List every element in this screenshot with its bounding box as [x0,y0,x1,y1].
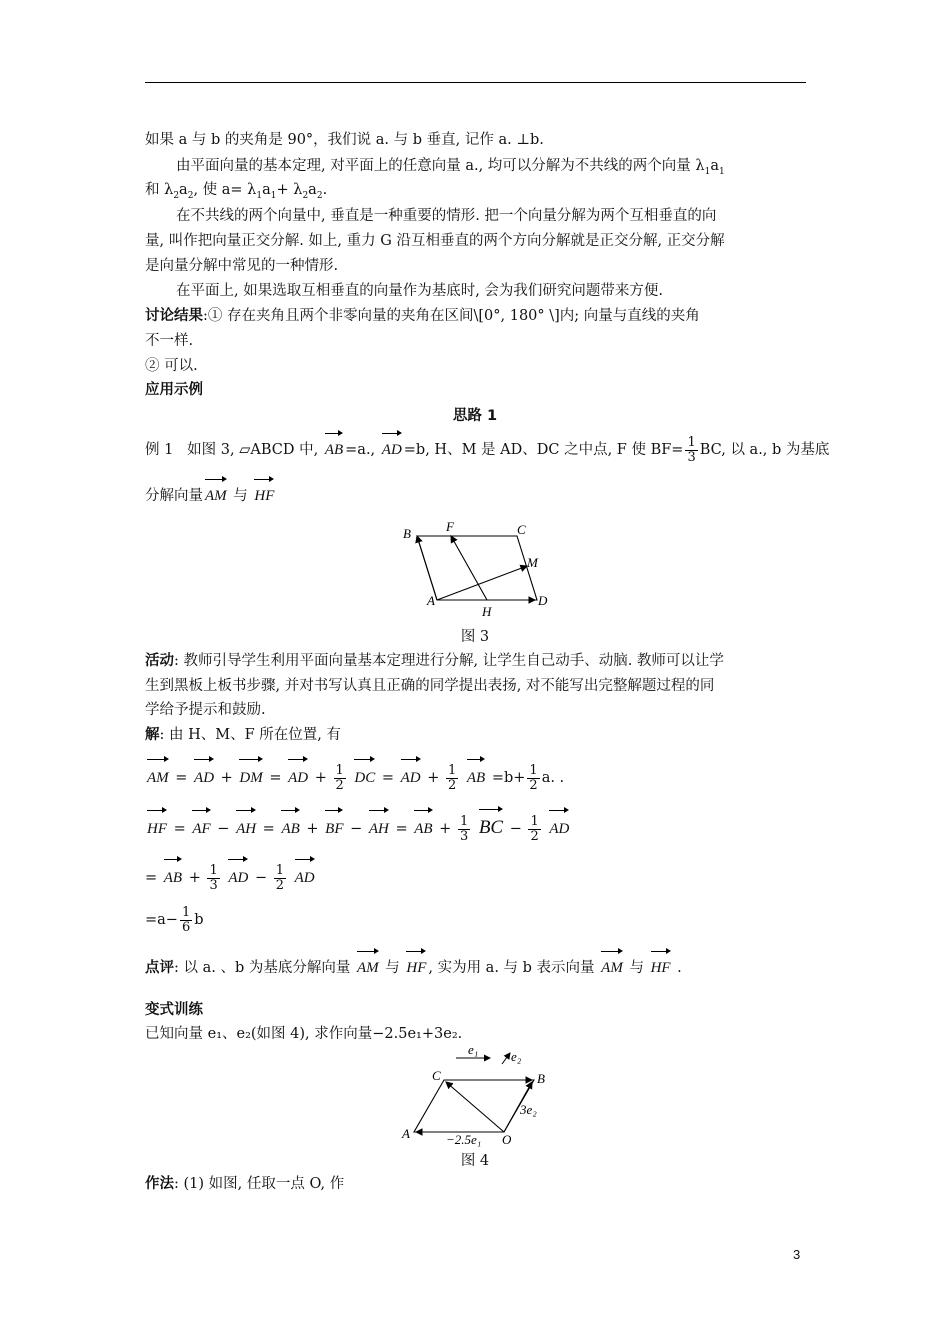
equation-hf-2: = AB + $\frac{1}{3}$ AD − $\frac{1}{2}$ AD [145,856,317,894]
equation-hf: HF = AF − AH = AB + BF − AH = AB + $\frac{1}{3}$ BC − $\frac{1}{2}$ AD [145,806,571,845]
fig3-label-b: B [403,526,411,541]
solution-label: 解 [145,727,160,743]
discussion-1: 讨论结果:① 存在夹角且两个非零向量的夹角在区间\[0°, 180° \]内; 向量与直线的夹角 [145,308,700,324]
figure-3-caption: 图 3 [460,629,490,645]
discussion-1b: 不一样. [145,333,194,349]
activity-label: 活动 [145,653,174,669]
apply-examples-heading: 应用示例 [145,382,203,398]
fig4-label-o: O [502,1132,512,1147]
example-1-line2: 分解向量 AM 与 HF [145,476,276,510]
fig4-label-b: B [537,1071,545,1086]
fig4-label-a: A [402,1126,410,1141]
fig3-label-a: A [427,593,435,608]
comment-label: 点评 [145,960,174,976]
para-orthogonal-1: 在不共线的两个向量中, 垂直是一种重要的情形. 把一个向量分解为两个互相垂直的向 [176,208,717,224]
para-orthogonal-2: 量, 叫作把向量正交分解. 如上, 重力 G 沿互相垂直的两个方向分解就是正交分解, 正交分解 [145,233,725,249]
solution-intro: 解: 由 H、M、F 所在位置, 有 [145,727,341,743]
discussion-2: ② 可以. [145,358,198,374]
figure-4-caption: 图 4 [460,1153,490,1169]
para-perpendicular: 如果 a 与 b 的夹角是 90°，我们说 a. 与 b 垂直, 记作 a. ⊥b. [145,132,544,148]
equation-am: AM = AD + DM = AD + $\frac{1}{2}$ DC = AD + $\frac{1}{2}$ AB =b+ $\frac{1}{2}$ a. . [145,756,564,794]
page-number: 3 [793,1247,801,1262]
fig3-label-d: D [538,593,548,608]
figure-4-construction [398,1044,558,1149]
fig3-label-f: F [446,520,454,534]
construction-method: 作法: (1) 如图, 任取一点 O, 作 [145,1176,345,1192]
figure-3-parallelogram [395,520,555,620]
idea-heading: 思路 1 [452,408,498,424]
fig4-label-c: C [432,1068,441,1083]
header-rule [145,82,806,83]
variant-task: 已知向量 e₁、e₂(如图 4), 求作向量−2.5e₁+3e₂. [145,1026,463,1042]
para-theorem-2: 和 $\lambda_2a_2$, 使 $a= \lambda_1a_1+ \lambda_2a_2$. [145,182,328,201]
para-orthogonal-3: 是向量分解中常见的一种情形. [145,258,339,274]
activity-2: 生到黑板上板书步骤, 并对书写认真且正确的同学提出表扬, 对不能写出完整解题过程的同 [145,678,715,694]
para-basis: 在平面上, 如果选取互相垂直的向量作为基底时, 会为我们研究问题带来方便. [176,283,664,299]
activity-3: 学给予提示和鼓励. [145,702,266,718]
example-1-line1: 例 1 如图 3, ▱ABCD 中, AB =a., AD =b, H、M 是 AD、DC 之中点, F 使 BF= $\frac{1}{3}$ BC, 以 a., b 为基底 [145,430,829,465]
variant-training-heading: 变式训练 [145,1002,203,1018]
activity-1: 活动: 教师引导学生利用平面向量基本定理进行分解, 让学生自己动手、动脑. 教师可以让学 [145,653,724,669]
comment: 点评: 以 a. 、b 为基底分解向量 AM 与 HF , 实为用 a. 与 b 表示向量 AM 与 HF . [145,948,682,982]
equation-result: =a− $\frac{1}{6}$ b [145,904,204,935]
fig3-label-m: M [527,555,538,570]
fig4-label-neg25e1: −2.5e₁ [446,1132,482,1147]
discussion-label: 讨论结果 [145,308,203,324]
fig4-label-e1: e₁ [468,1044,479,1057]
fig3-label-h: H [482,604,492,619]
para-theorem-1: 由平面向量的基本定理, 对平面上的任意向量 a., 均可以分解为不共线的两个向量 $\lambda_1a_1$ [176,158,725,177]
fig3-label-c: C [517,522,526,537]
fig4-label-e2: e₂ [511,1049,522,1064]
method-label: 作法 [145,1176,174,1192]
fig4-label-3e2: 3e₂ [520,1102,537,1117]
